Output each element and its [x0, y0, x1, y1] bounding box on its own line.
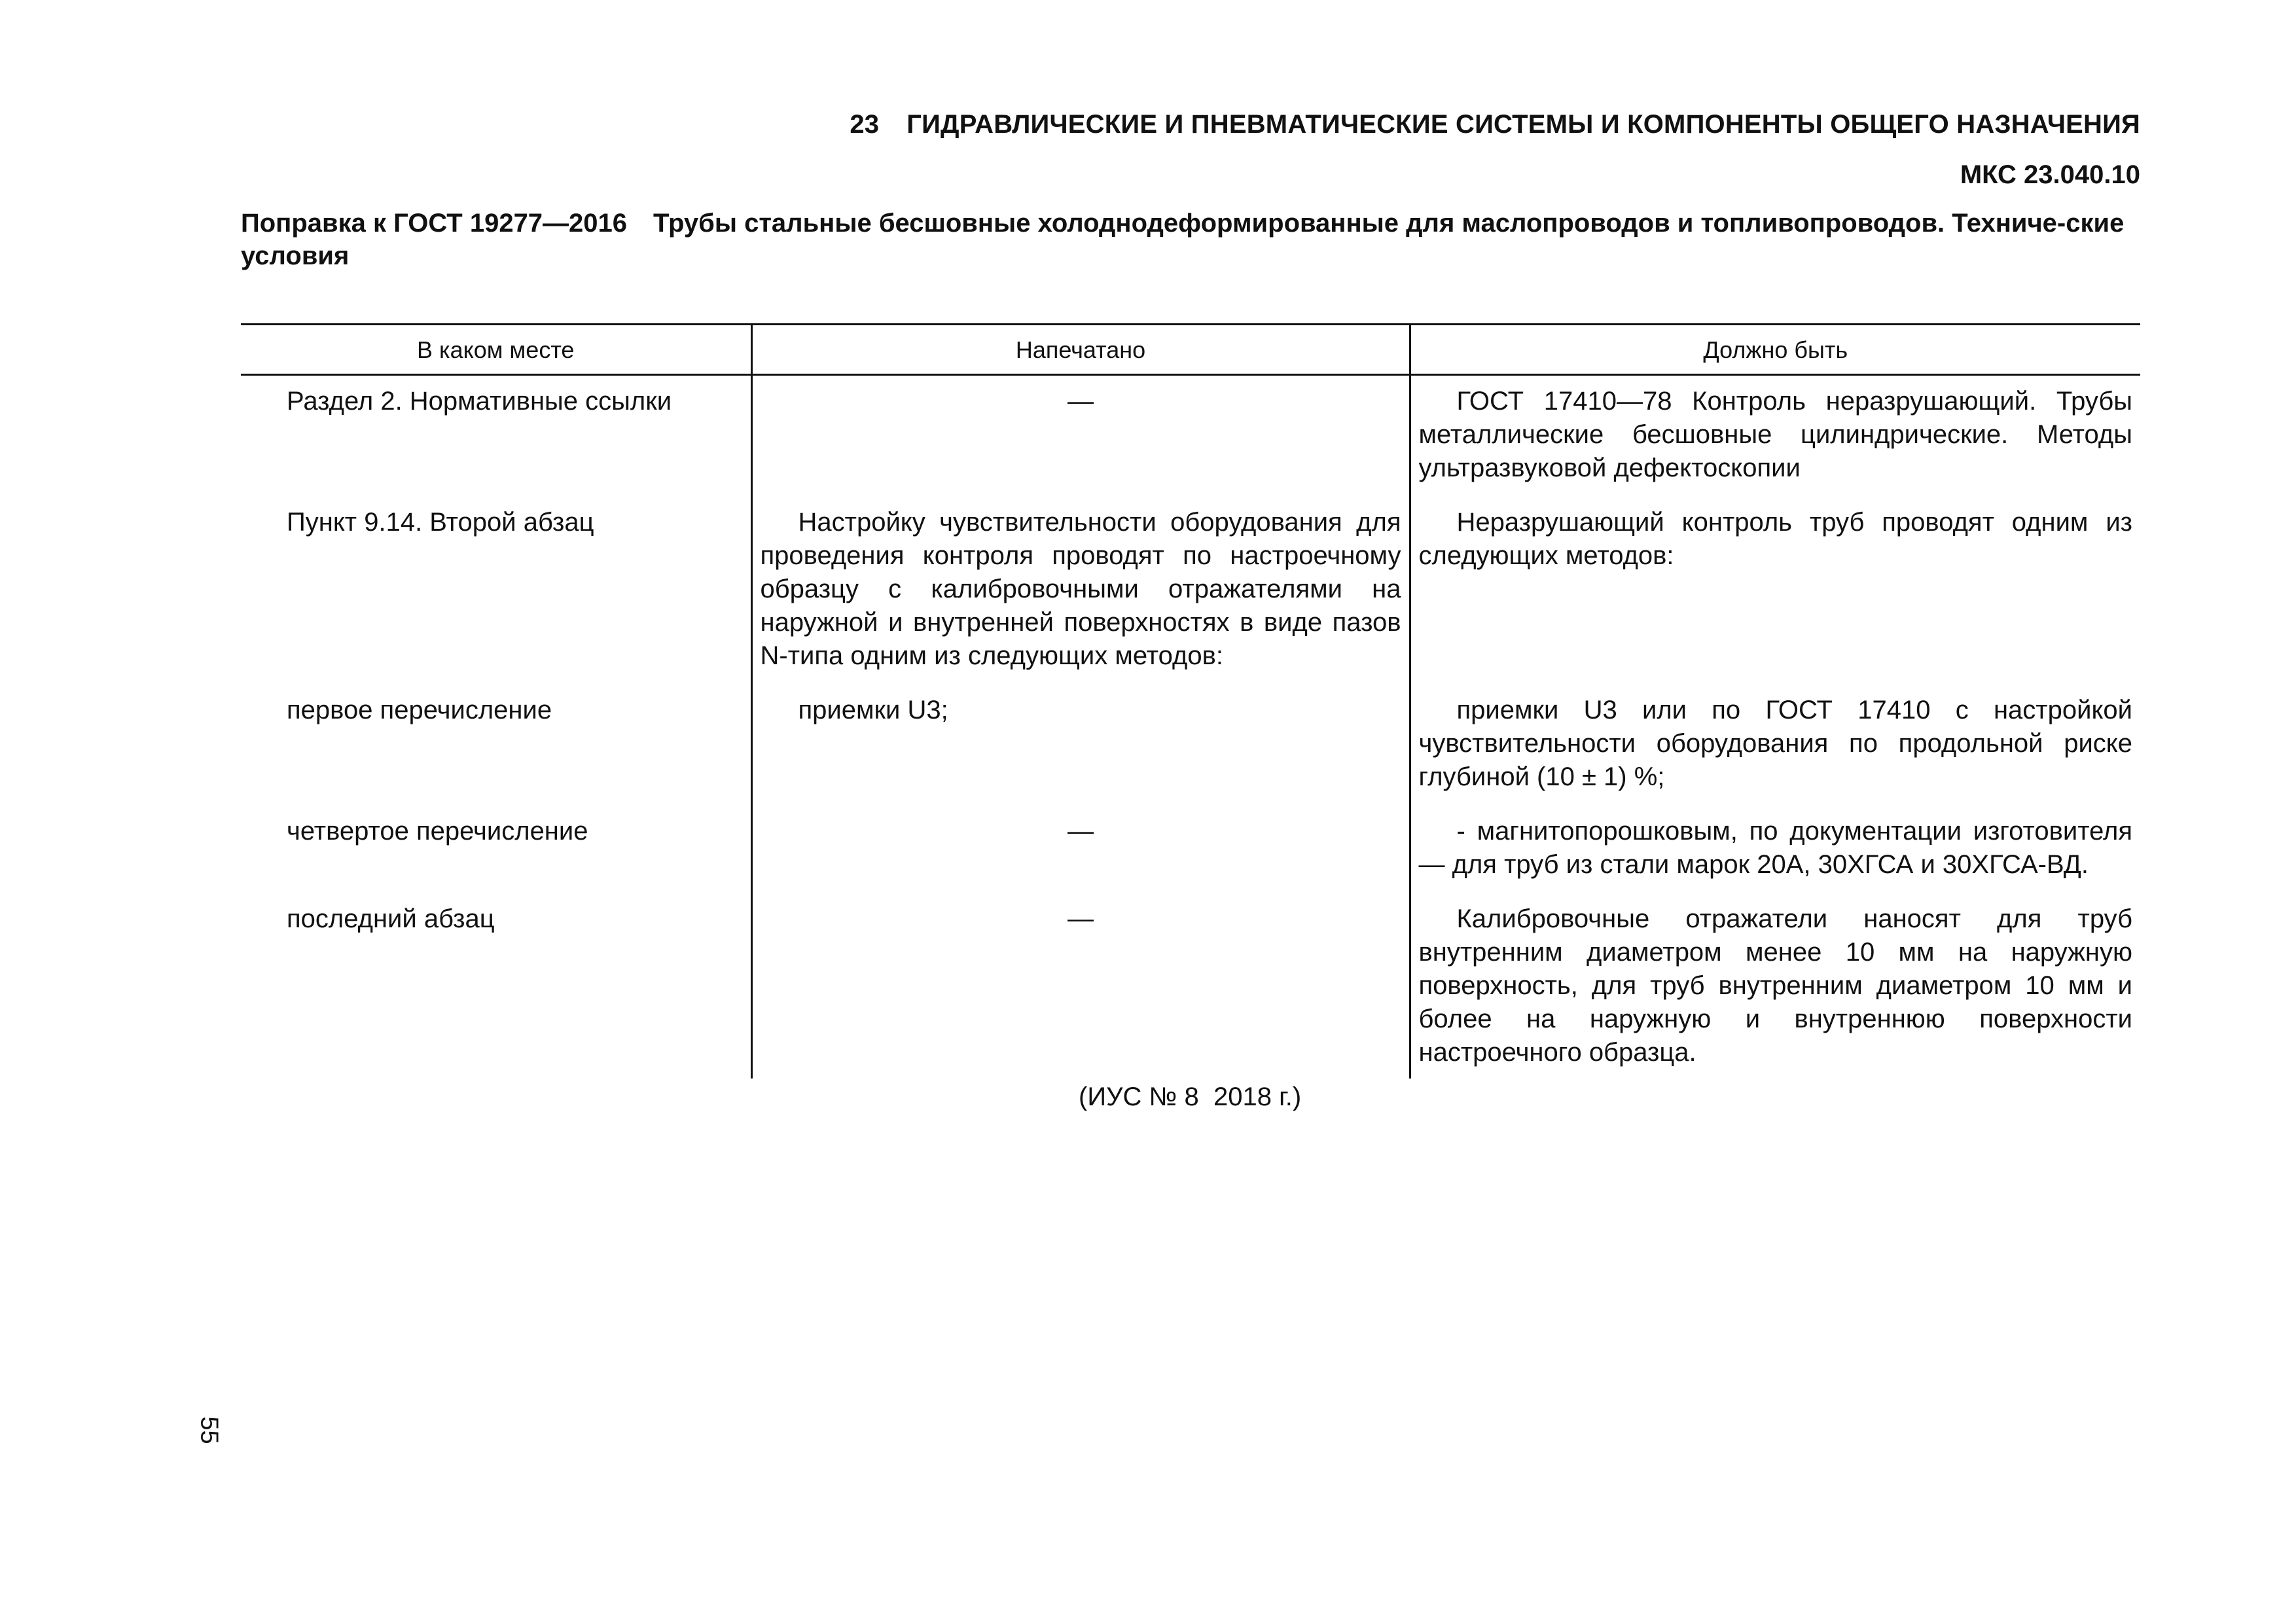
cell-should-be: - магнитопорошковым, по документации изготовителя — для труб из стали марок 20А, 30ХГСА и 30ХГСА-ВД.: [1410, 807, 2140, 895]
cell-should-be: ГОСТ 17410—78 Контроль неразрушающий. Трубы металлические бесшовные цилиндрические. Методы ультразвуковой дефектоскопии: [1410, 375, 2140, 499]
cell-should-be: Калибровочные отражатели наносят для труб внутренним диаметром менее 10 мм на наружную поверхность, для труб внутренним диаметром 10 мм и более на наружную и внутреннюю поверхности настроечного образца.: [1410, 895, 2140, 1079]
table-row: [241, 498, 2140, 686]
cell-printed: Настройку чувствительности оборудования для проведения контроля проводят по настроечному образцу с калибровочными отражателями на наружной и внутренней поверхностях в виде пазов N-типа одним из следующих методов:: [751, 498, 1410, 686]
section-number: 23: [850, 110, 880, 139]
column-header-should-be: Должно быть: [1410, 325, 2140, 375]
cell-should-be: Неразрушающий контроль труб проводят одним из следующих методов:: [1410, 498, 2140, 686]
cell-place: четвертое перечисление: [287, 817, 588, 846]
cell-place: первое перечисление: [287, 696, 552, 724]
table-header-row: [241, 325, 2140, 375]
cell-should-be: приемки U3 или по ГОСТ 17410 с настройкой чувствительности оборудования по продольной риске глубиной (10 ± 1) %;: [1410, 686, 2140, 807]
cell-place: Пункт 9.14. Второй абзац: [287, 508, 594, 537]
cell-printed: приемки U3;: [751, 686, 1410, 807]
document-title-block: [241, 207, 2140, 272]
table-row: [241, 686, 2140, 807]
column-header-place: В каком месте: [241, 325, 751, 375]
cell-printed: —: [751, 807, 1410, 895]
section-title: ГИДРАВЛИЧЕСКИЕ И ПНЕВМАТИЧЕСКИЕ СИСТЕМЫ И КОМПОНЕНТЫ ОБЩЕГО НАЗНАЧЕНИЯ: [906, 110, 2140, 139]
section-heading: [850, 110, 2140, 139]
mks-code: МКС 23.040.10: [1960, 160, 2140, 189]
cell-printed: —: [751, 375, 1410, 499]
column-header-printed: Напечатано: [751, 325, 1410, 375]
document-title: Трубы стальные бесшовные холоднодеформированные для маслопроводов и топливопроводов. Техниче-ские условия: [241, 209, 2125, 270]
cell-place: последний абзац: [287, 904, 495, 933]
cell-printed: —: [751, 895, 1410, 1079]
document-reference: Поправка к ГОСТ 19277—2016: [241, 209, 628, 238]
cell-place: Раздел 2. Нормативные ссылки: [287, 387, 672, 416]
page-number: 55: [195, 1416, 223, 1444]
errata-table: [241, 323, 2140, 1079]
table-row: [241, 895, 2140, 1079]
ius-reference: (ИУС № 8 2018 г.): [1079, 1082, 1302, 1111]
table-row: [241, 807, 2140, 895]
table-row: [241, 375, 2140, 499]
